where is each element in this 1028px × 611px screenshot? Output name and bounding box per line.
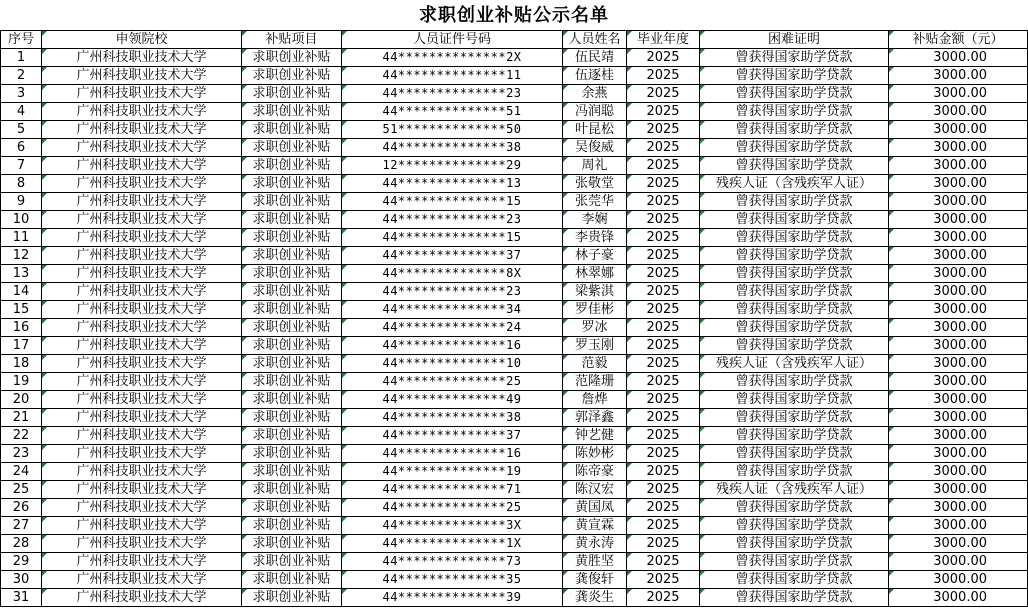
table-row <box>1 337 1028 355</box>
cell-school[interactable]: 广州科技职业技术大学 <box>42 67 242 85</box>
cell-id-number[interactable]: 44**************25 <box>342 499 563 517</box>
cell-index[interactable]: 24 <box>1 463 42 481</box>
cell-index[interactable]: 4 <box>1 103 42 121</box>
cell-subsidy-item[interactable]: 求职创业补贴 <box>242 283 342 301</box>
cell-index[interactable]: 16 <box>1 319 42 337</box>
cell-name[interactable]: 钟艺健 <box>563 427 627 445</box>
cell-index[interactable]: 27 <box>1 517 42 535</box>
cell-grad-year[interactable]: 2025 <box>627 265 700 283</box>
cell-grad-year[interactable]: 2025 <box>627 157 700 175</box>
cell-school[interactable]: 广州科技职业技术大学 <box>42 517 242 535</box>
cell-hardship-proof[interactable]: 曾获得国家助学贷款 <box>700 499 889 517</box>
cell-school[interactable]: 广州科技职业技术大学 <box>42 49 242 67</box>
cell-hardship-proof[interactable]: 曾获得国家助学贷款 <box>700 409 889 427</box>
cell-name[interactable]: 陈帝豪 <box>563 463 627 481</box>
cell-grad-year[interactable]: 2025 <box>627 85 700 103</box>
table-row <box>1 427 1028 445</box>
cell-id-number[interactable]: 44**************15 <box>342 229 563 247</box>
cell-school[interactable]: 广州科技职业技术大学 <box>42 103 242 121</box>
cell-amount[interactable]: 3000.00 <box>889 589 1028 607</box>
cell-hardship-proof[interactable]: 残疾人证（含残疾军人证） <box>700 175 889 193</box>
cell-index[interactable]: 15 <box>1 301 42 319</box>
cell-amount[interactable]: 3000.00 <box>889 121 1028 139</box>
cell-amount[interactable]: 3000.00 <box>889 49 1028 67</box>
cell-index[interactable]: 20 <box>1 391 42 409</box>
cell-id-number[interactable]: 44**************16 <box>342 445 563 463</box>
table-row <box>1 49 1028 67</box>
cell-id-number[interactable]: 44**************10 <box>342 355 563 373</box>
cell-school[interactable]: 广州科技职业技术大学 <box>42 337 242 355</box>
cell-subsidy-item[interactable]: 求职创业补贴 <box>242 49 342 67</box>
cell-hardship-proof[interactable]: 曾获得国家助学贷款 <box>700 301 889 319</box>
col-header-name[interactable]: 人员姓名 <box>563 31 627 49</box>
cell-index[interactable]: 6 <box>1 139 42 157</box>
cell-subsidy-item[interactable]: 求职创业补贴 <box>242 481 342 499</box>
cell-grad-year[interactable]: 2025 <box>627 373 700 391</box>
cell-name[interactable]: 黄国凤 <box>563 499 627 517</box>
cell-hardship-proof[interactable]: 曾获得国家助学贷款 <box>700 229 889 247</box>
cell-subsidy-item[interactable]: 求职创业补贴 <box>242 229 342 247</box>
cell-name[interactable]: 郭泽鑫 <box>563 409 627 427</box>
cell-grad-year[interactable]: 2025 <box>627 355 700 373</box>
cell-grad-year[interactable]: 2025 <box>627 229 700 247</box>
cell-id-number[interactable]: 44**************11 <box>342 67 563 85</box>
table-row <box>1 283 1028 301</box>
cell-name[interactable]: 伍逐桂 <box>563 67 627 85</box>
cell-grad-year[interactable]: 2025 <box>627 211 700 229</box>
cell-name[interactable]: 龚俊轩 <box>563 571 627 589</box>
cell-index[interactable]: 28 <box>1 535 42 553</box>
cell-name[interactable]: 冯润聪 <box>563 103 627 121</box>
cell-school[interactable]: 广州科技职业技术大学 <box>42 445 242 463</box>
cell-grad-year[interactable]: 2025 <box>627 103 700 121</box>
cell-name[interactable]: 吴俊威 <box>563 139 627 157</box>
cell-id-number[interactable]: 44**************38 <box>342 139 563 157</box>
cell-hardship-proof[interactable]: 残疾人证（含残疾军人证） <box>700 355 889 373</box>
cell-subsidy-item[interactable]: 求职创业补贴 <box>242 409 342 427</box>
cell-name[interactable]: 黄胜坚 <box>563 553 627 571</box>
cell-amount[interactable]: 3000.00 <box>889 535 1028 553</box>
cell-subsidy-item[interactable]: 求职创业补贴 <box>242 589 342 607</box>
table-row <box>1 517 1028 535</box>
cell-hardship-proof[interactable]: 曾获得国家助学贷款 <box>700 571 889 589</box>
cell-id-number[interactable]: 44**************38 <box>342 409 563 427</box>
cell-name[interactable]: 罗冰 <box>563 319 627 337</box>
cell-id-number[interactable]: 51**************50 <box>342 121 563 139</box>
cell-id-number[interactable]: 44**************19 <box>342 463 563 481</box>
cell-school[interactable]: 广州科技职业技术大学 <box>42 85 242 103</box>
cell-grad-year[interactable]: 2025 <box>627 247 700 265</box>
cell-grad-year[interactable]: 2025 <box>627 481 700 499</box>
cell-grad-year[interactable]: 2025 <box>627 283 700 301</box>
cell-school[interactable]: 广州科技职业技术大学 <box>42 535 242 553</box>
cell-school[interactable]: 广州科技职业技术大学 <box>42 373 242 391</box>
cell-name[interactable]: 伍民靖 <box>563 49 627 67</box>
cell-subsidy-item[interactable]: 求职创业补贴 <box>242 373 342 391</box>
cell-amount[interactable]: 3000.00 <box>889 499 1028 517</box>
table-row <box>1 589 1028 607</box>
cell-subsidy-item[interactable]: 求职创业补贴 <box>242 391 342 409</box>
cell-subsidy-item[interactable]: 求职创业补贴 <box>242 85 342 103</box>
cell-amount[interactable]: 3000.00 <box>889 193 1028 211</box>
cell-school[interactable]: 广州科技职业技术大学 <box>42 553 242 571</box>
cell-id-number[interactable]: 44**************35 <box>342 571 563 589</box>
cell-grad-year[interactable]: 2025 <box>627 409 700 427</box>
table-row <box>1 409 1028 427</box>
table-row <box>1 535 1028 553</box>
table-row <box>1 265 1028 283</box>
cell-index[interactable]: 11 <box>1 229 42 247</box>
cell-grad-year[interactable]: 2025 <box>627 463 700 481</box>
cell-id-number[interactable]: 44**************51 <box>342 103 563 121</box>
cell-hardship-proof[interactable]: 残疾人证（含残疾军人证） <box>700 481 889 499</box>
cell-school[interactable]: 广州科技职业技术大学 <box>42 265 242 283</box>
cell-amount[interactable]: 3000.00 <box>889 391 1028 409</box>
cell-name[interactable]: 林子豪 <box>563 247 627 265</box>
cell-index[interactable]: 31 <box>1 589 42 607</box>
cell-grad-year[interactable]: 2025 <box>627 121 700 139</box>
cell-school[interactable]: 广州科技职业技术大学 <box>42 481 242 499</box>
cell-subsidy-item[interactable]: 求职创业补贴 <box>242 265 342 283</box>
cell-name[interactable]: 李娴 <box>563 211 627 229</box>
cell-index[interactable]: 1 <box>1 49 42 67</box>
cell-subsidy-item[interactable]: 求职创业补贴 <box>242 463 342 481</box>
cell-subsidy-item[interactable]: 求职创业补贴 <box>242 103 342 121</box>
cell-school[interactable]: 广州科技职业技术大学 <box>42 229 242 247</box>
cell-index[interactable]: 12 <box>1 247 42 265</box>
table-row <box>1 121 1028 139</box>
table-row <box>1 391 1028 409</box>
cell-amount[interactable]: 3000.00 <box>889 103 1028 121</box>
table-row <box>1 229 1028 247</box>
cell-index[interactable]: 10 <box>1 211 42 229</box>
cell-school[interactable]: 广州科技职业技术大学 <box>42 409 242 427</box>
cell-subsidy-item[interactable]: 求职创业补贴 <box>242 211 342 229</box>
cell-school[interactable]: 广州科技职业技术大学 <box>42 499 242 517</box>
table-row <box>1 139 1028 157</box>
cell-id-number[interactable]: 44**************49 <box>342 391 563 409</box>
cell-subsidy-item[interactable]: 求职创业补贴 <box>242 193 342 211</box>
data-table <box>0 30 1028 607</box>
col-header-amount[interactable]: 补贴金额（元） <box>889 31 1028 49</box>
cell-id-number[interactable]: 44**************2X <box>342 49 563 67</box>
cell-amount[interactable]: 3000.00 <box>889 427 1028 445</box>
cell-hardship-proof[interactable]: 曾获得国家助学贷款 <box>700 589 889 607</box>
cell-school[interactable]: 广州科技职业技术大学 <box>42 175 242 193</box>
cell-school[interactable]: 广州科技职业技术大学 <box>42 319 242 337</box>
cell-subsidy-item[interactable]: 求职创业补贴 <box>242 445 342 463</box>
cell-grad-year[interactable]: 2025 <box>627 301 700 319</box>
cell-id-number[interactable]: 44**************25 <box>342 373 563 391</box>
cell-school[interactable]: 广州科技职业技术大学 <box>42 589 242 607</box>
cell-subsidy-item[interactable]: 求职创业补贴 <box>242 319 342 337</box>
cell-hardship-proof[interactable]: 曾获得国家助学贷款 <box>700 427 889 445</box>
cell-subsidy-item[interactable]: 求职创业补贴 <box>242 337 342 355</box>
cell-school[interactable]: 广州科技职业技术大学 <box>42 121 242 139</box>
cell-school[interactable]: 广州科技职业技术大学 <box>42 355 242 373</box>
cell-hardship-proof[interactable]: 曾获得国家助学贷款 <box>700 139 889 157</box>
cell-amount[interactable]: 3000.00 <box>889 139 1028 157</box>
table-row <box>1 193 1028 211</box>
cell-name[interactable]: 李贵锋 <box>563 229 627 247</box>
cell-subsidy-item[interactable]: 求职创业补贴 <box>242 355 342 373</box>
cell-hardship-proof[interactable]: 曾获得国家助学贷款 <box>700 283 889 301</box>
cell-name[interactable]: 陈汉宏 <box>563 481 627 499</box>
cell-index[interactable]: 3 <box>1 85 42 103</box>
cell-subsidy-item[interactable]: 求职创业补贴 <box>242 139 342 157</box>
cell-hardship-proof[interactable]: 曾获得国家助学贷款 <box>700 265 889 283</box>
cell-id-number[interactable]: 44**************34 <box>342 301 563 319</box>
cell-index[interactable]: 29 <box>1 553 42 571</box>
cell-subsidy-item[interactable]: 求职创业补贴 <box>242 535 342 553</box>
table-row <box>1 445 1028 463</box>
cell-subsidy-item[interactable]: 求职创业补贴 <box>242 553 342 571</box>
cell-id-number[interactable]: 44**************3X <box>342 517 563 535</box>
table-row <box>1 499 1028 517</box>
cell-index[interactable]: 19 <box>1 373 42 391</box>
cell-name[interactable]: 叶昆松 <box>563 121 627 139</box>
cell-grad-year[interactable]: 2025 <box>627 571 700 589</box>
cell-id-number[interactable]: 44**************23 <box>342 85 563 103</box>
cell-subsidy-item[interactable]: 求职创业补贴 <box>242 499 342 517</box>
cell-school[interactable]: 广州科技职业技术大学 <box>42 571 242 589</box>
cell-subsidy-item[interactable]: 求职创业补贴 <box>242 301 342 319</box>
cell-id-number[interactable]: 44**************24 <box>342 319 563 337</box>
cell-id-number[interactable]: 44**************37 <box>342 247 563 265</box>
table-row <box>1 571 1028 589</box>
cell-index[interactable]: 7 <box>1 157 42 175</box>
cell-amount[interactable]: 3000.00 <box>889 553 1028 571</box>
cell-name[interactable]: 范隆珊 <box>563 373 627 391</box>
cell-hardship-proof[interactable]: 曾获得国家助学贷款 <box>700 103 889 121</box>
cell-grad-year[interactable]: 2025 <box>627 445 700 463</box>
col-header-school[interactable]: 申领院校 <box>42 31 242 49</box>
cell-id-number[interactable]: 44**************73 <box>342 553 563 571</box>
cell-subsidy-item[interactable]: 求职创业补贴 <box>242 517 342 535</box>
cell-amount[interactable]: 3000.00 <box>889 463 1028 481</box>
cell-school[interactable]: 广州科技职业技术大学 <box>42 301 242 319</box>
cell-hardship-proof[interactable]: 曾获得国家助学贷款 <box>700 85 889 103</box>
cell-id-number[interactable]: 44**************1X <box>342 535 563 553</box>
cell-name[interactable]: 詹烨 <box>563 391 627 409</box>
cell-amount[interactable]: 3000.00 <box>889 247 1028 265</box>
cell-id-number[interactable]: 12**************29 <box>342 157 563 175</box>
cell-hardship-proof[interactable]: 曾获得国家助学贷款 <box>700 535 889 553</box>
cell-amount[interactable]: 3000.00 <box>889 571 1028 589</box>
cell-amount[interactable]: 3000.00 <box>889 517 1028 535</box>
cell-hardship-proof[interactable]: 曾获得国家助学贷款 <box>700 463 889 481</box>
col-header-subsidy-item[interactable]: 补贴项目 <box>242 31 342 49</box>
cell-amount[interactable]: 3000.00 <box>889 85 1028 103</box>
cell-index[interactable]: 23 <box>1 445 42 463</box>
cell-school[interactable]: 广州科技职业技术大学 <box>42 157 242 175</box>
cell-name[interactable]: 罗佳彬 <box>563 301 627 319</box>
cell-id-number[interactable]: 44**************23 <box>342 211 563 229</box>
cell-index[interactable]: 21 <box>1 409 42 427</box>
cell-hardship-proof[interactable]: 曾获得国家助学贷款 <box>700 49 889 67</box>
cell-name[interactable]: 龚炎生 <box>563 589 627 607</box>
cell-school[interactable]: 广州科技职业技术大学 <box>42 283 242 301</box>
cell-id-number[interactable]: 44**************71 <box>342 481 563 499</box>
cell-name[interactable]: 张莞华 <box>563 193 627 211</box>
table-row <box>1 103 1028 121</box>
cell-amount[interactable]: 3000.00 <box>889 265 1028 283</box>
cell-name[interactable]: 范毅 <box>563 355 627 373</box>
cell-grad-year[interactable]: 2025 <box>627 553 700 571</box>
cell-grad-year[interactable]: 2025 <box>627 535 700 553</box>
table-row <box>1 463 1028 481</box>
cell-amount[interactable]: 3000.00 <box>889 301 1028 319</box>
cell-index[interactable]: 25 <box>1 481 42 499</box>
cell-school[interactable]: 广州科技职业技术大学 <box>42 463 242 481</box>
cell-subsidy-item[interactable]: 求职创业补贴 <box>242 247 342 265</box>
cell-grad-year[interactable]: 2025 <box>627 337 700 355</box>
cell-index[interactable]: 5 <box>1 121 42 139</box>
cell-amount[interactable]: 3000.00 <box>889 373 1028 391</box>
cell-hardship-proof[interactable]: 曾获得国家助学贷款 <box>700 157 889 175</box>
cell-amount[interactable]: 3000.00 <box>889 157 1028 175</box>
cell-grad-year[interactable]: 2025 <box>627 517 700 535</box>
table-row <box>1 319 1028 337</box>
cell-school[interactable]: 广州科技职业技术大学 <box>42 247 242 265</box>
cell-hardship-proof[interactable]: 曾获得国家助学贷款 <box>700 373 889 391</box>
cell-amount[interactable]: 3000.00 <box>889 67 1028 85</box>
cell-amount[interactable]: 3000.00 <box>889 355 1028 373</box>
header-row <box>1 31 1028 49</box>
cell-hardship-proof[interactable]: 曾获得国家助学贷款 <box>700 193 889 211</box>
cell-index[interactable]: 17 <box>1 337 42 355</box>
cell-grad-year[interactable]: 2025 <box>627 139 700 157</box>
cell-id-number[interactable]: 44**************16 <box>342 337 563 355</box>
cell-amount[interactable]: 3000.00 <box>889 409 1028 427</box>
cell-grad-year[interactable]: 2025 <box>627 427 700 445</box>
cell-amount[interactable]: 3000.00 <box>889 175 1028 193</box>
cell-name[interactable]: 林翠娜 <box>563 265 627 283</box>
cell-name[interactable]: 周礼 <box>563 157 627 175</box>
cell-hardship-proof[interactable]: 曾获得国家助学贷款 <box>700 67 889 85</box>
cell-hardship-proof[interactable]: 曾获得国家助学贷款 <box>700 337 889 355</box>
cell-school[interactable]: 广州科技职业技术大学 <box>42 193 242 211</box>
cell-grad-year[interactable]: 2025 <box>627 319 700 337</box>
cell-hardship-proof[interactable]: 曾获得国家助学贷款 <box>700 445 889 463</box>
cell-name[interactable]: 余燕 <box>563 85 627 103</box>
cell-id-number[interactable]: 44**************23 <box>342 283 563 301</box>
cell-subsidy-item[interactable]: 求职创业补贴 <box>242 157 342 175</box>
cell-amount[interactable]: 3000.00 <box>889 445 1028 463</box>
cell-name[interactable]: 罗玉刚 <box>563 337 627 355</box>
cell-name[interactable]: 黄永涛 <box>563 535 627 553</box>
cell-amount[interactable]: 3000.00 <box>889 229 1028 247</box>
table-row <box>1 373 1028 391</box>
cell-school[interactable]: 广州科技职业技术大学 <box>42 391 242 409</box>
cell-hardship-proof[interactable]: 曾获得国家助学贷款 <box>700 391 889 409</box>
col-header-id-number[interactable]: 人员证件号码 <box>342 31 563 49</box>
cell-subsidy-item[interactable]: 求职创业补贴 <box>242 427 342 445</box>
table-row <box>1 355 1028 373</box>
cell-hardship-proof[interactable]: 曾获得国家助学贷款 <box>700 553 889 571</box>
table-row <box>1 67 1028 85</box>
cell-hardship-proof[interactable]: 曾获得国家助学贷款 <box>700 517 889 535</box>
cell-index[interactable]: 8 <box>1 175 42 193</box>
cell-grad-year[interactable]: 2025 <box>627 193 700 211</box>
cell-subsidy-item[interactable]: 求职创业补贴 <box>242 67 342 85</box>
table-row <box>1 481 1028 499</box>
cell-amount[interactable]: 3000.00 <box>889 319 1028 337</box>
table-row <box>1 553 1028 571</box>
cell-index[interactable]: 18 <box>1 355 42 373</box>
cell-id-number[interactable]: 44**************13 <box>342 175 563 193</box>
table-row <box>1 211 1028 229</box>
cell-index[interactable]: 9 <box>1 193 42 211</box>
cell-hardship-proof[interactable]: 曾获得国家助学贷款 <box>700 211 889 229</box>
cell-grad-year[interactable]: 2025 <box>627 175 700 193</box>
cell-id-number[interactable]: 44**************15 <box>342 193 563 211</box>
cell-amount[interactable]: 3000.00 <box>889 211 1028 229</box>
cell-subsidy-item[interactable]: 求职创业补贴 <box>242 571 342 589</box>
cell-hardship-proof[interactable]: 曾获得国家助学贷款 <box>700 319 889 337</box>
table-row <box>1 85 1028 103</box>
table-row <box>1 301 1028 319</box>
cell-grad-year[interactable]: 2025 <box>627 67 700 85</box>
cell-name[interactable]: 张敬堂 <box>563 175 627 193</box>
cell-amount[interactable]: 3000.00 <box>889 481 1028 499</box>
cell-name[interactable]: 黄宣霖 <box>563 517 627 535</box>
cell-index[interactable]: 22 <box>1 427 42 445</box>
cell-grad-year[interactable]: 2025 <box>627 391 700 409</box>
cell-id-number[interactable]: 44**************39 <box>342 589 563 607</box>
cell-name[interactable]: 梁紫淇 <box>563 283 627 301</box>
cell-hardship-proof[interactable]: 曾获得国家助学贷款 <box>700 121 889 139</box>
cell-grad-year[interactable]: 2025 <box>627 589 700 607</box>
col-header-index[interactable]: 序号 <box>1 31 42 49</box>
cell-name[interactable]: 陈妙彬 <box>563 445 627 463</box>
cell-subsidy-item[interactable]: 求职创业补贴 <box>242 121 342 139</box>
cell-school[interactable]: 广州科技职业技术大学 <box>42 427 242 445</box>
col-header-grad-year[interactable]: 毕业年度 <box>627 31 700 49</box>
cell-hardship-proof[interactable]: 曾获得国家助学贷款 <box>700 247 889 265</box>
cell-grad-year[interactable]: 2025 <box>627 49 700 67</box>
cell-index[interactable]: 30 <box>1 571 42 589</box>
cell-index[interactable]: 2 <box>1 67 42 85</box>
col-header-hardship-proof[interactable]: 困难证明 <box>700 31 889 49</box>
cell-school[interactable]: 广州科技职业技术大学 <box>42 139 242 157</box>
table-row <box>1 175 1028 193</box>
cell-index[interactable]: 14 <box>1 283 42 301</box>
cell-index[interactable]: 13 <box>1 265 42 283</box>
sheet-title: 求职创业补贴公示名单 <box>419 5 609 26</box>
table-row <box>1 157 1028 175</box>
cell-school[interactable]: 广州科技职业技术大学 <box>42 211 242 229</box>
table-row <box>1 247 1028 265</box>
cell-grad-year[interactable]: 2025 <box>627 499 700 517</box>
cell-amount[interactable]: 3000.00 <box>889 283 1028 301</box>
cell-amount[interactable]: 3000.00 <box>889 337 1028 355</box>
cell-index[interactable]: 26 <box>1 499 42 517</box>
cell-subsidy-item[interactable]: 求职创业补贴 <box>242 175 342 193</box>
cell-id-number[interactable]: 44**************37 <box>342 427 563 445</box>
cell-id-number[interactable]: 44**************8X <box>342 265 563 283</box>
